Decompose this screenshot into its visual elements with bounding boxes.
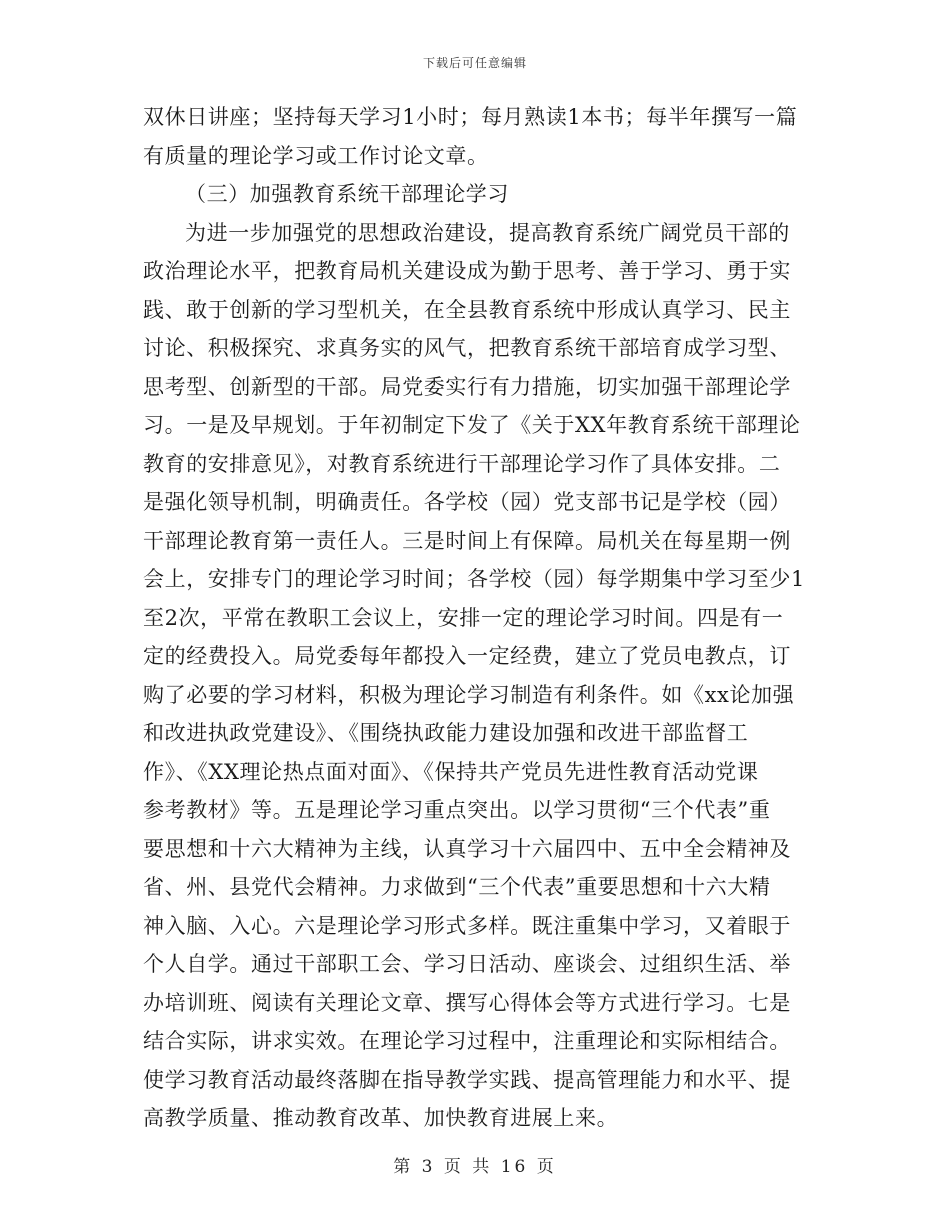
document-body bbox=[143, 98, 811, 1138]
text-line: 要思想和十六大精神为主线，认真学习十六届四中、五中全会精神及 bbox=[143, 836, 791, 861]
text-line: 使学习教育活动最终落脚在指导教学实践、提高管理能力和水平、提 bbox=[143, 1067, 791, 1092]
text-line: 购了必要的学习材料，积极为理论学习制造有利条件。如《xx论加强 bbox=[143, 682, 795, 707]
text-line: 省、州、县党代会精神。力求做到“三个代表”重要思想和十六大精 bbox=[143, 875, 771, 899]
text-line: 是强化领导机制，明确责任。各学校（园）党支部书记是学校（园） bbox=[143, 490, 791, 514]
text-line: 讨论、积极探究、求真务实的风气，把教育系统干部培育成学习型、 bbox=[143, 336, 791, 360]
text-line: 参考教材》等。五是理论学习重点突出。以学习贯彻“三个代表”重 bbox=[143, 798, 771, 822]
text-line: 践、敢于创新的学习型机关，在全县教育系统中形成认真学习、民主 bbox=[143, 297, 791, 322]
text-line: 干部理论教育第一责任人。三是时间上有保障。局机关在每星期一例 bbox=[143, 528, 791, 553]
text-line: 个人自学。通过干部职工会、学习日活动、座谈会、过组织生活、举 bbox=[143, 952, 791, 976]
text-line: 会上，安排专门的理论学习时间；各学校（园）每学期集中学习至少1 bbox=[143, 567, 805, 591]
text-line: 有质量的理论学习或工作讨论文章。 bbox=[143, 143, 489, 168]
text-line: 至2次，平常在教职工会议上，安排一定的理论学习时间。四是有一 bbox=[143, 605, 784, 630]
text-line: 结合实际，讲求实效。在理论学习过程中，注重理论和实际相结合。 bbox=[143, 1029, 791, 1053]
section-heading: （三）加强教育系统干部理论学习 bbox=[185, 182, 509, 206]
text-line: 习。一是及早规划。于年初制定下发了《关于XX年教育系统干部理论 bbox=[143, 413, 801, 437]
text-line: 和改进执政党建设》、《围绕执政能力建设加强和改进干部监督工 bbox=[143, 721, 749, 745]
text-line: 定的经费投入。局党委每年都投入一定经费，建立了党员电教点，订 bbox=[143, 644, 791, 668]
text-line: 思考型、创新型的干部。局党委实行有力措施，切实加强干部理论学 bbox=[143, 374, 791, 399]
text-line: 作》、《XX理论热点面对面》、《保持共产党员先进性教育活动党课 bbox=[143, 759, 759, 784]
text-line: 政治理论水平，把教育局机关建设成为勤于思考、善于学习、勇于实 bbox=[143, 259, 791, 283]
text-line: 教育的安排意见》，对教育系统进行干部理论学习作了具体安排。二 bbox=[143, 451, 781, 476]
text-line: 双休日讲座；坚持每天学习1小时；每月熟读1本书；每半年撰写一篇 bbox=[143, 105, 798, 129]
paragraph-first-line: 为进一步加强党的思想政治建设，提高教育系统广阔党员干部的 bbox=[185, 220, 790, 245]
text-line: 神入脑、入心。六是理论学习形式多样。既注重集中学习，又着眼于 bbox=[143, 913, 791, 938]
text-line: 办培训班、阅读有关理论文章、撰写心得体会等方式进行学习。七是 bbox=[143, 990, 791, 1015]
text-line: 高教学质量、推动教育改革、加快教育进展上来。 bbox=[143, 1106, 619, 1130]
page-number: 第 3 页 共 16 页 bbox=[393, 1157, 557, 1177]
page-header: 下载后可任意编辑 bbox=[422, 56, 527, 70]
